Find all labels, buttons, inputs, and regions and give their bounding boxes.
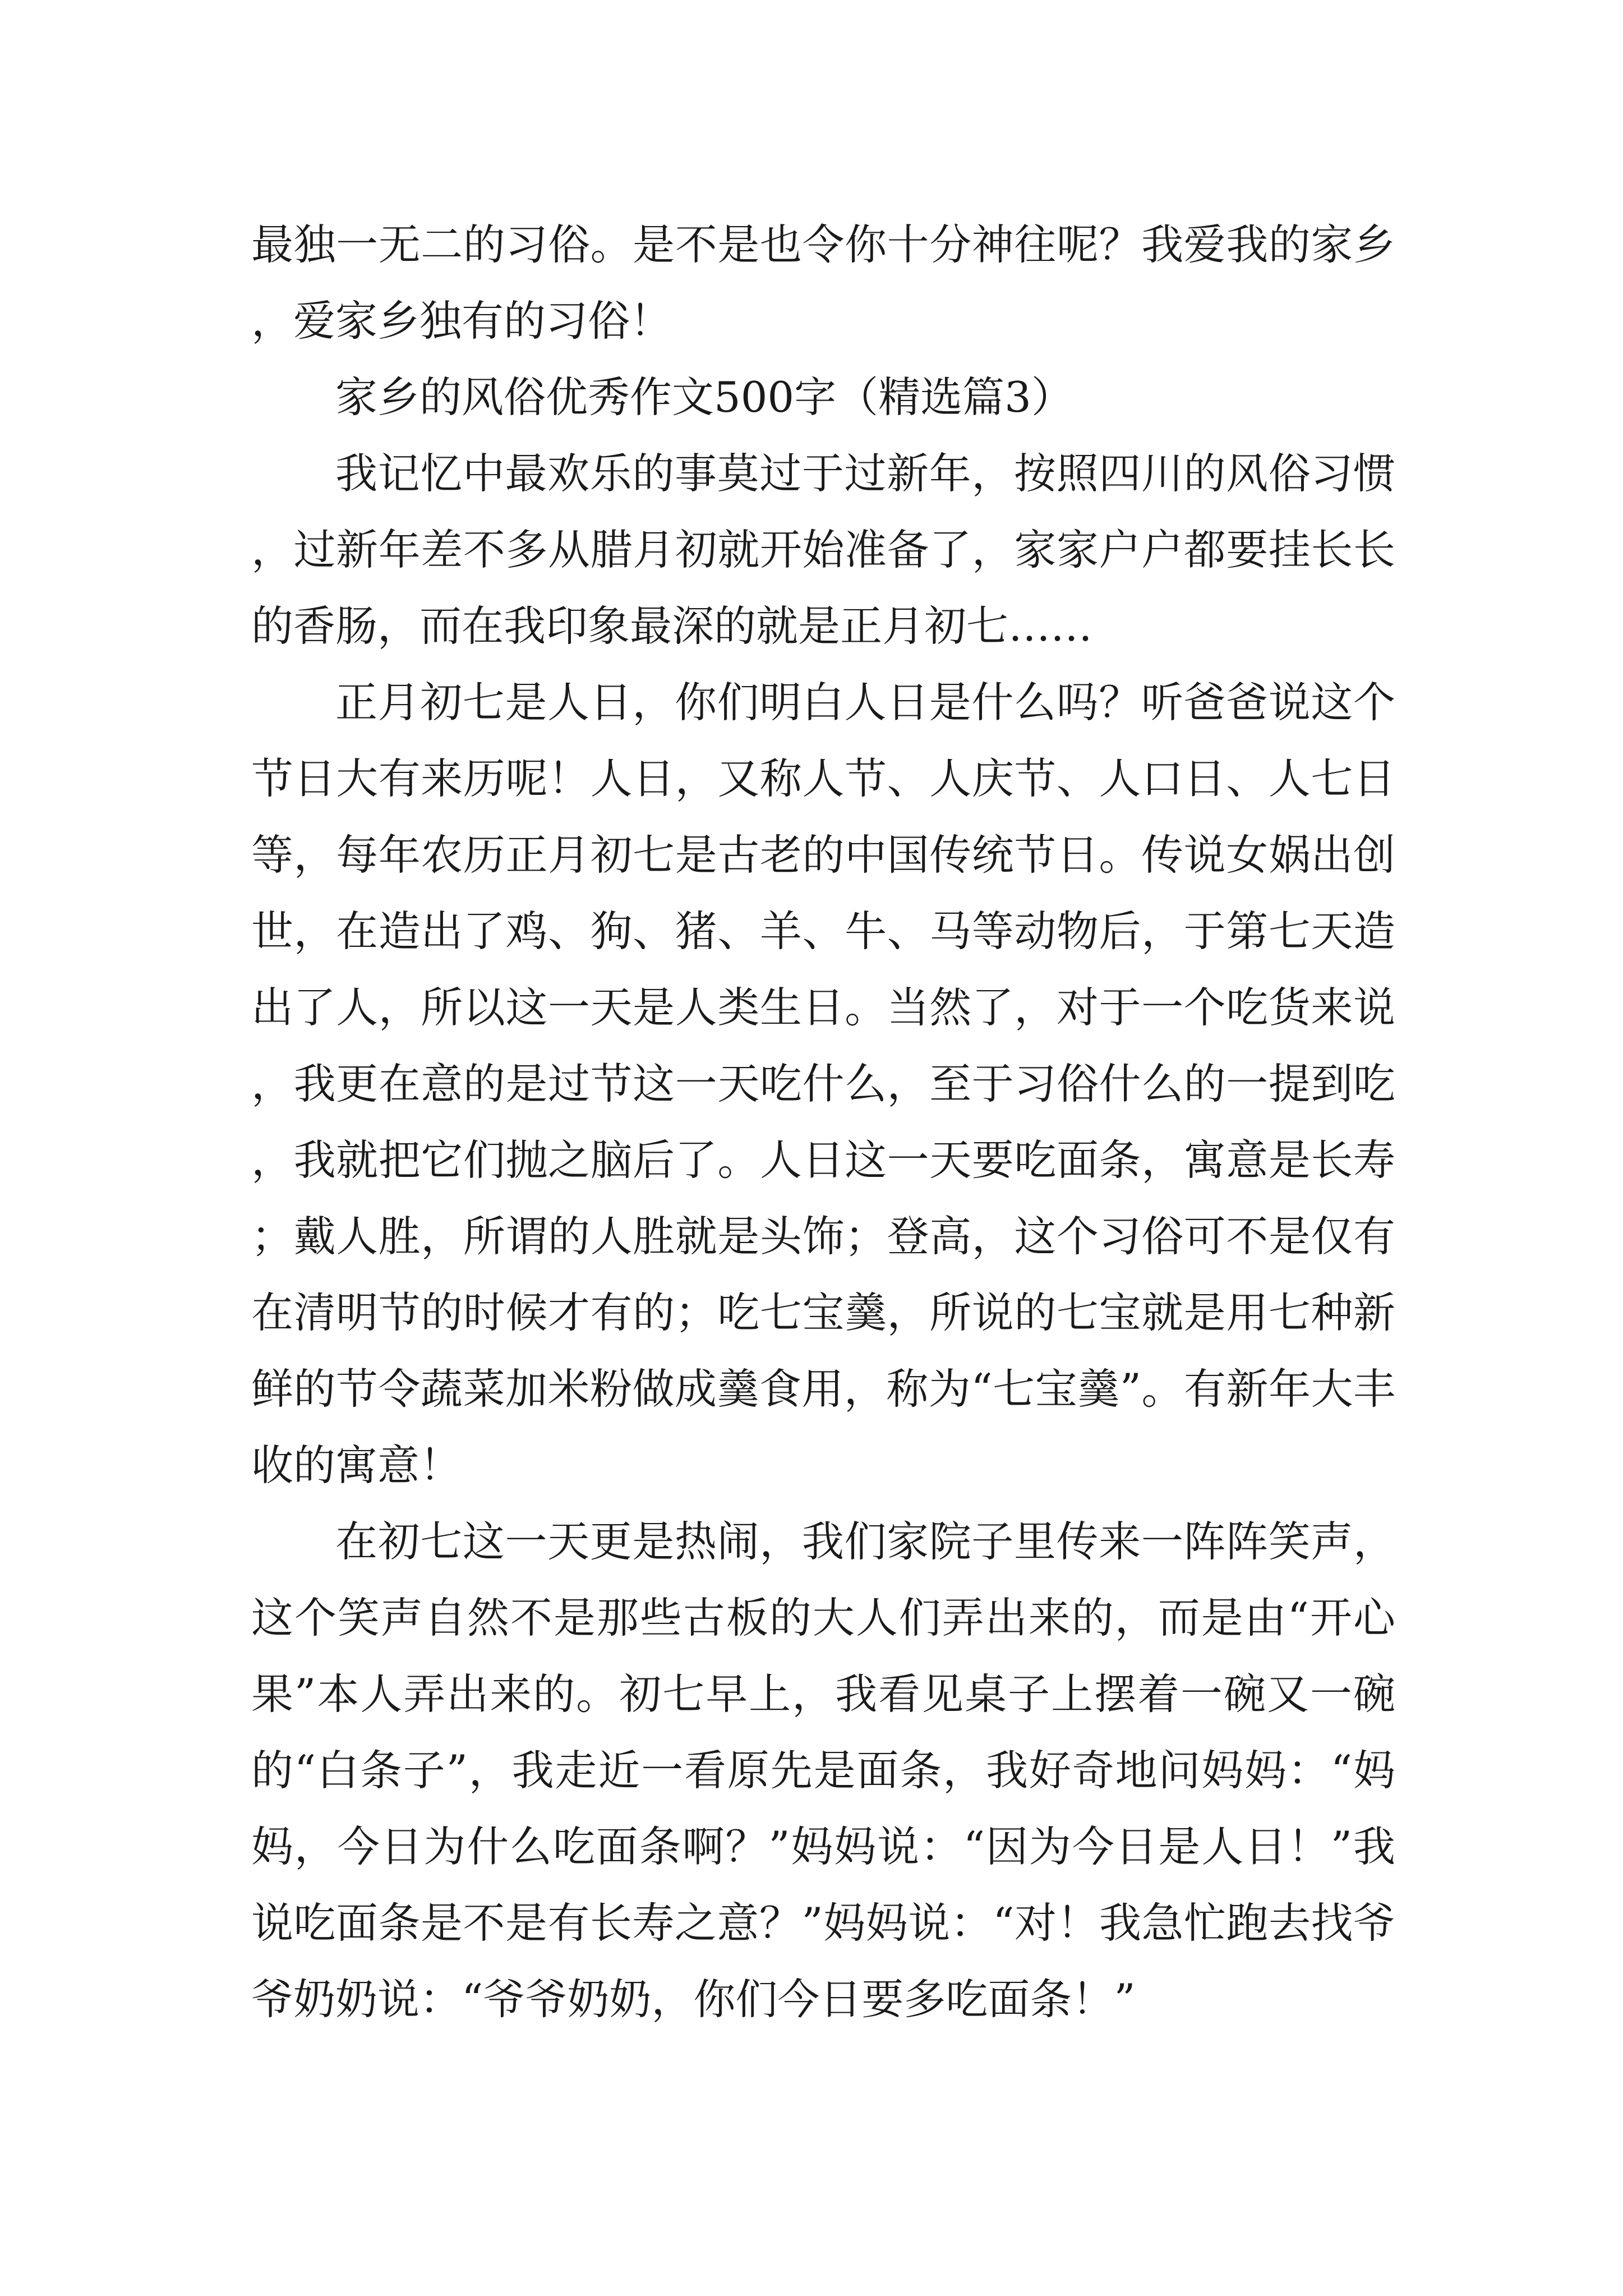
paragraph-new-year: 我记忆中最欢乐的事莫过于过新年，按照四川的风俗习惯，过新年差不多从腊月初就开始准备了，家家户户都要挂长长的香肠，而在我印象最深的就是正月初七……: [251, 449, 1395, 651]
paragraph-renri: 正月初七是人日，你们明白人日是什么吗？听爸爸说这个节日大有来历呢！人日，又称人节、人庆节、人口日、人七日等，每年农历正月初七是古老的中国传统节日。传说女娲出创世，在造出了鸡、狗、猪、羊、牛、马等动物后，于第七天造出了人，所以这一天是人类生日。当然了，对于一个吃货来说，我更在意的是过节这一天吃什么，至于习俗什么的一提到吃，我就把它们抛之脑后了。人日这一天要吃面条，寓意是长寿；戴人胜，所谓的人胜就是头饰；登高，这个习俗可不是仅有在清明节的时候才有的；吃七宝羹，所说的七宝就是用七种新鲜的节令蔬菜加米粉做成羹食用，称为“七宝羹”。有新年大丰收的寓意！: [251, 678, 1395, 1490]
section-heading: 家乡的风俗优秀作文500字（精选篇3）: [335, 372, 1073, 422]
paragraph-noodles: 在初七这一天更是热闹，我们家院子里传来一阵阵笑声，这个笑声自然不是那些古板的大人们弄出来的，而是由“开心果”本人弄出来的。初七早上，我看见桌子上摆着一碗又一碗的“白条子”，我走近一看原先是面条，我好奇地问妈妈：“妈妈，今日为什么吃面条啊？”妈妈说：“因为今日是人日！”我说吃面条是不是有长寿之意？”妈妈说：“对！我急忙跑去找爷爷奶奶说：“爷爷奶奶，你们今日要多吃面条！”: [251, 1517, 1395, 2024]
document-body: [251, 206, 1395, 2037]
paragraph-continuation: 最独一无二的习俗。是不是也令你十分神往呢？我爱我的家乡，爱家乡独有的习俗！: [251, 220, 1395, 346]
